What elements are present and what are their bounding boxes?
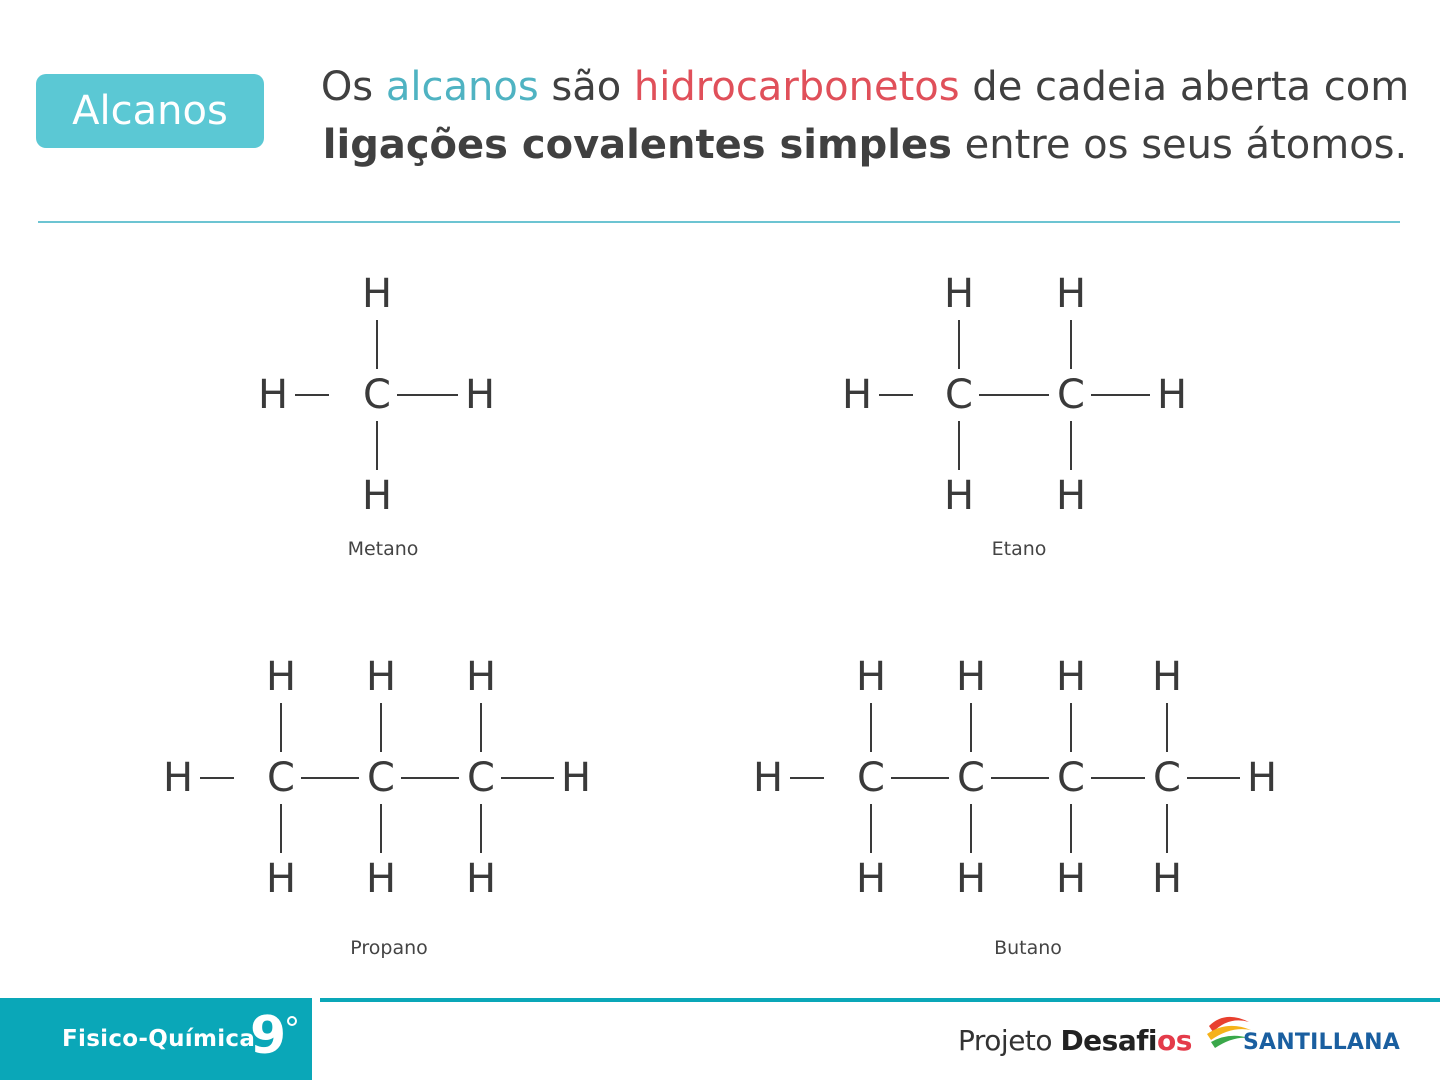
- butano-carbon-atom: C: [1153, 755, 1181, 801]
- metano-hydrogen-atom: H: [257, 372, 289, 418]
- butano-hydrogen-atom: H: [1151, 856, 1183, 902]
- propano-hydrogen-atom: H: [465, 654, 497, 700]
- etano-hydrogen-atom: H: [1156, 372, 1188, 418]
- etano-hydrogen-atom: H: [1055, 473, 1087, 519]
- project-bold: Desafi: [1060, 1024, 1158, 1057]
- propano-hydrogen-atom: H: [265, 856, 297, 902]
- headline-part-3: de cadeia aberta com: [959, 64, 1410, 110]
- publisher-name: SANTILLANA: [1243, 1030, 1400, 1055]
- butano-hydrogen-atom: H: [1151, 654, 1183, 700]
- headline-part-4: entre os seus átomos.: [951, 122, 1408, 168]
- butano-carbon-atom: C: [857, 755, 885, 801]
- metano-carbon-atom: C: [363, 372, 391, 418]
- topic-badge-label: Alcanos: [72, 88, 228, 134]
- propano-hydrogen-atom: H: [365, 654, 397, 700]
- headline-hidrocarbonetos: hidrocarbonetos: [633, 64, 960, 110]
- etano-carbon-atom: C: [1057, 372, 1085, 418]
- butano-hydrogen-atom: H: [955, 654, 987, 700]
- footer-logos-panel: [320, 1002, 1440, 1080]
- butano-hydrogen-atom: H: [855, 856, 887, 902]
- etano-hydrogen-atom: H: [841, 372, 873, 418]
- propano-hydrogen-atom: H: [365, 856, 397, 902]
- headline-bold: ligações covalentes simples: [322, 122, 952, 168]
- metano-hydrogen-atom: H: [361, 271, 393, 317]
- headline-part-2: são: [538, 64, 634, 110]
- butano-hydrogen-atom: H: [1246, 755, 1278, 801]
- butano-hydrogen-atom: H: [955, 856, 987, 902]
- butano-carbon-atom: C: [1057, 755, 1085, 801]
- subject-label: Fisico-Química: [62, 1026, 256, 1052]
- butano-hydrogen-atom: H: [1055, 654, 1087, 700]
- etano-hydrogen-atom: H: [943, 271, 975, 317]
- project-logo: [958, 1024, 1192, 1057]
- propano-hydrogen-atom: H: [265, 654, 297, 700]
- butano-hydrogen-atom: H: [1055, 856, 1087, 902]
- caption-propano: Propano: [350, 937, 428, 959]
- grade-number: 9: [250, 1006, 287, 1066]
- propano-hydrogen-atom: H: [465, 856, 497, 902]
- etano-hydrogen-atom: H: [1055, 271, 1087, 317]
- grade-ordinal-icon: [287, 1016, 297, 1026]
- butano-hydrogen-atom: H: [752, 755, 784, 801]
- etano-carbon-atom: C: [945, 372, 973, 418]
- metano-hydrogen-atom: H: [361, 473, 393, 519]
- butano-carbon-atom: C: [957, 755, 985, 801]
- caption-butano: Butano: [994, 937, 1062, 959]
- propano-carbon-atom: C: [267, 755, 295, 801]
- caption-metano: Metano: [347, 538, 419, 560]
- metano-hydrogen-atom: H: [464, 372, 496, 418]
- butano-hydrogen-atom: H: [855, 654, 887, 700]
- project-accent: os: [1157, 1024, 1192, 1057]
- propano-hydrogen-atom: H: [560, 755, 592, 801]
- caption-etano: Etano: [991, 538, 1047, 560]
- footer-separator: [312, 998, 320, 1080]
- project-prefix: Projeto: [958, 1024, 1061, 1057]
- propano-carbon-atom: C: [467, 755, 495, 801]
- headline-alcanos: alcanos: [385, 64, 539, 110]
- footer-bar: [0, 998, 1440, 1080]
- headline-part-1: Os: [320, 64, 386, 110]
- propano-carbon-atom: C: [367, 755, 395, 801]
- etano-hydrogen-atom: H: [943, 473, 975, 519]
- footer-subject-panel: [0, 998, 312, 1080]
- propano-hydrogen-atom: H: [162, 755, 194, 801]
